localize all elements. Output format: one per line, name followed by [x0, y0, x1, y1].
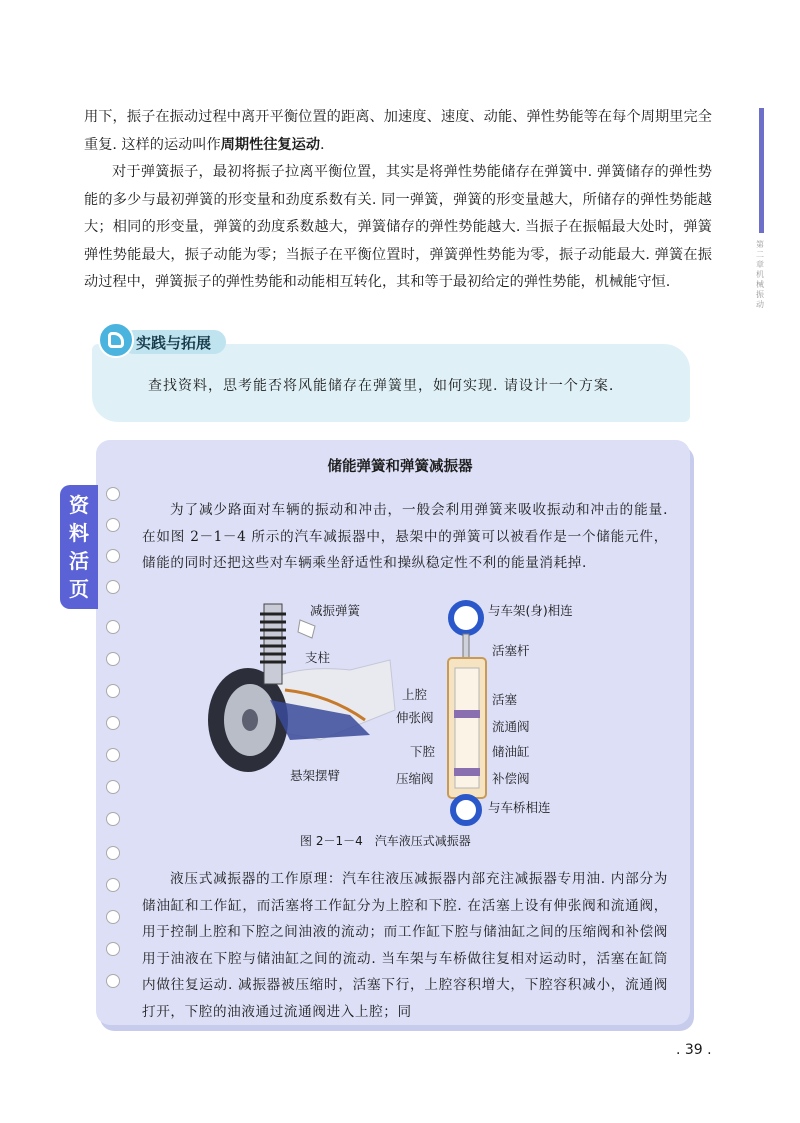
- practice-title: 实践与拓展: [136, 334, 212, 352]
- binder-ring: [106, 812, 120, 826]
- bold-term: 周期性往复运动: [220, 136, 321, 153]
- binder-ring: [106, 748, 120, 762]
- label-comp-valve: 补偿阀: [492, 771, 530, 786]
- binder-ring: [106, 974, 120, 988]
- binder-ring: [106, 549, 120, 563]
- binder-ring: [106, 487, 120, 501]
- binder-ring: [106, 652, 120, 666]
- label-strut: 支柱: [305, 650, 331, 665]
- binder-ring: [106, 878, 120, 892]
- suspension-illustration: [200, 600, 400, 785]
- label-expansion-valve: 伸张阀: [396, 710, 434, 725]
- figure-caption: 图 2－1－4 汽车液压式减振器: [300, 834, 471, 848]
- label-flow-valve: 流通阀: [492, 719, 530, 734]
- binder-ring: [106, 716, 120, 730]
- binder-ring: [106, 620, 120, 634]
- paragraph-2: 对于弹簧振子，最初将振子拉离平衡位置，其实是将弹性势能储存在弹簧中. 弹簧储存的弹性势能的多少与最初弹簧的形变量和劲度系数有关. 同一弹簧，弹簧的形变量越大，所储存的弹性势能越大；相同的形变量，弹簧的劲度系数越大，弹簧储存的弹性势能越大. 当振子在振幅最大处时，弹簧弹性势能最大，振子动能为零；当振子在平衡位置时，弹簧弹性势能为零，振子动能最大. 弹簧在振动过程中，弹簧振子的弹性势能和动能相互转化，其和等于最初给定的弹性势能，机械能守恒.: [84, 164, 712, 291]
- side-tab: [60, 485, 98, 609]
- label-axle: 与车桥相连: [488, 800, 551, 815]
- shock-absorber-diagram: [440, 598, 500, 830]
- binder-ring: [106, 518, 120, 532]
- label-lower: 下腔: [410, 744, 436, 759]
- page-number: . 39 .: [676, 1042, 712, 1058]
- practice-header: [98, 322, 248, 358]
- binder-ring: [106, 684, 120, 698]
- binder-ring: [106, 580, 120, 594]
- label-compress-valve: 压缩阀: [396, 771, 434, 786]
- label-upper: 上腔: [402, 687, 428, 702]
- chapter-edge-bar: [759, 108, 764, 233]
- material-principle: 液压式减振器的工作原理：汽车往液压减振器内部充注减振器专用油. 内部分为储油缸和工作缸，而活塞将工作缸分为上腔和下腔. 在活塞上设有伸张阀和流通阀，用于控制上腔和下腔之间油液的流动；而工作缸下腔与储油缸之间的压缩阀和补偿阀用于油液在下腔与储油缸之间的流动. 当车架与车桥做往复相对运动时，活塞在缸筒内做往复运动. 减振器被压缩时，活塞下行，上腔容积增大，下腔容积减小，流通阀打开，下腔的油液通过流通阀进入上腔；同: [142, 871, 668, 1020]
- label-rod: 活塞杆: [492, 643, 530, 658]
- practice-logo-icon: [98, 322, 134, 358]
- practice-text: 查找资料，思考能否将风能储存在弹簧里，如何实现. 请设计一个方案.: [148, 378, 615, 394]
- label-frame: 与车架(身)相连: [488, 603, 573, 618]
- material-intro: 为了减少路面对车辆的振动和冲击，一般会利用弹簧来吸收振动和冲击的能量. 在如图 2－1－4 所示的汽车减振器中，悬架中的弹簧可以被看作是一个储能元件，储能的同时还把这些对车辆乘坐舒适性和操纵稳定性不利的能量消耗掉.: [142, 502, 668, 571]
- material-title: 储能弹簧和弹簧减振器: [327, 459, 473, 475]
- binder-ring: [106, 846, 120, 860]
- paragraph-1: 用下，振子在振动过程中离开平衡位置的距离、加速度、速度、动能、弹性势能等在每个周期里完全重复. 这样的运动叫作周期性往复运动.: [84, 109, 712, 153]
- chapter-edge-text: 第二章 机械振动: [756, 240, 764, 309]
- side-tab-label: 资料活页: [69, 493, 89, 601]
- practice-pill: [122, 330, 226, 354]
- binder-ring: [106, 910, 120, 924]
- label-oil-tank: 储油缸: [492, 744, 530, 759]
- binder-ring: [106, 942, 120, 956]
- binder-ring: [106, 780, 120, 794]
- label-arm: 悬架摆臂: [290, 768, 341, 783]
- label-piston: 活塞: [492, 692, 518, 707]
- label-spring: 减振弹簧: [310, 603, 361, 618]
